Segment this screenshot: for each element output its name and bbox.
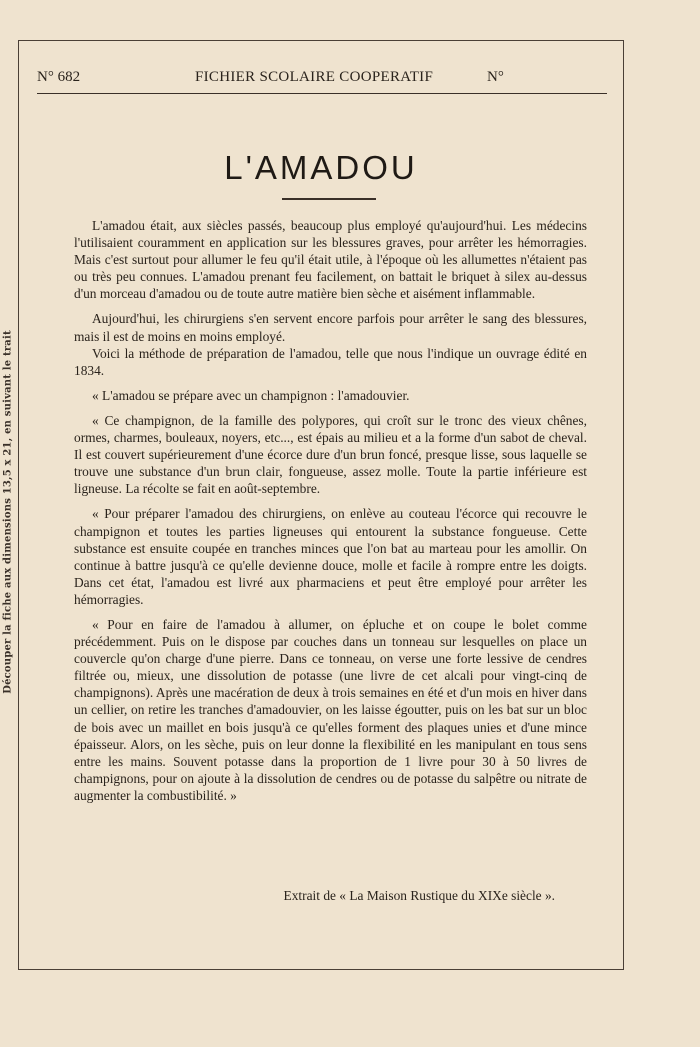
card-header: [37, 65, 607, 94]
paragraph-intro: L'amadou était, aux siècles passés, beaucoup plus employé qu'aujourd'hui. Les médecins l'utilisaient couramment en application sur les blessures graves, pour arrêter les hémorragies. Mais c'est surtout pour allumer le feu qu'il était utile, à l'époque où les allumettes n'étaient pas ou très peu connues. L'amadou prenant feu facilement, on battait le briquet à silex au-dessus d'un morceau d'amadou ou de toute autre matière bien sèche et aisément inflammable.: [74, 218, 587, 302]
paragraph-today: Aujourd'hui, les chirurgiens s'en servent encore parfois pour arrêter le sang des blessures, mais il est de moins en moins employé.: [74, 311, 587, 344]
paragraph-quote-1: « L'amadou se prépare avec un champignon : l'amadouvier.: [92, 387, 410, 403]
paragraph-method: Voici la méthode de préparation de l'amadou, telle que nous l'indique un ouvrage édité en 1834.: [74, 345, 587, 378]
paragraph-quote-2: « Ce champignon, de la famille des polypores, qui croît sur le tronc des vieux chênes, ormes, charmes, bouleaux, noyers, etc..., est épais au milieu et a la forme d'un sabot de cheval. Il est couvert supérieurement d'une écorce dure d'un brun foncé, presque lisse, sous laquelle se trouve une substance d'un brun clair, fongueuse, assez molle. Toute la partie inférieure est ligneuse. La récolte se fait en août-septembre.: [74, 412, 587, 497]
collection-title: FICHIER SCOLAIRE COOPERATIF: [195, 69, 434, 85]
cutting-instruction-text: Découper la fiche aux dimensions 13,5 x 21, en suivant le trait: [2, 330, 14, 694]
card-number: N° 682: [37, 69, 81, 85]
source-attribution: Extrait de « La Maison Rustique du XIXe siècle ».: [283, 888, 555, 903]
paragraph-quote-3: « Pour préparer l'amadou des chirurgiens, on enlève au couteau l'écorce qui recouvre le champignon et toutes les parties ligneuses qui entourent la substance fongueuse. Cette substance est ensuite coupée en tranches minces que l'on bat au marteau pour les amollir. On continue à battre jusqu'à ce qu'elle devienne douce, molle et facile à rompre entre les doigts. Dans cet état, l'amadou est livré aux pharmaciens et peut être employé pour arrêter les hémorragies.: [74, 506, 587, 607]
article-body: [74, 217, 587, 812]
title-underline: [282, 198, 376, 200]
cutting-instruction: [0, 0, 16, 1047]
school-card: [18, 40, 624, 970]
paragraph-quote-4: « Pour en faire de l'amadou à allumer, on épluche et on coupe le bolet comme précédemment. Puis on le dispose par couches dans un tonneau sur lesquelles on place un couvercle qu'on charge d'une pierre. Dans ce tonneau, on verse une forte lessive de cendres filtrée ou, mieux, une dissolution de potasse (une livre de cet alcali pour vingt-cinq de champignons). Après une macération de deux à trois semaines en été et d'un mois en hiver dans un cellier, on retire les tranches d'amadouvier, on les laisse égoutter, puis on les bat sur un bloc de bois avec un maillet en bois jusqu'à ce qu'elles forment des plaques unies et d'une mince épaisseur. Alors, on les sèche, puis on leur donne la flexibilité en les manipulant en tous sens entre les mains. Souvent potasse dans la proportion de 1 livre pour 30 à 50 livres de champignons, pour on ajoute à la dissolution de cendres ou de potasse du salpêtre ou nitrate de augmenter la combustibilité. »: [74, 616, 587, 803]
card-number-blank: N°: [487, 69, 504, 85]
page-title: L'AMADOU: [224, 149, 418, 186]
